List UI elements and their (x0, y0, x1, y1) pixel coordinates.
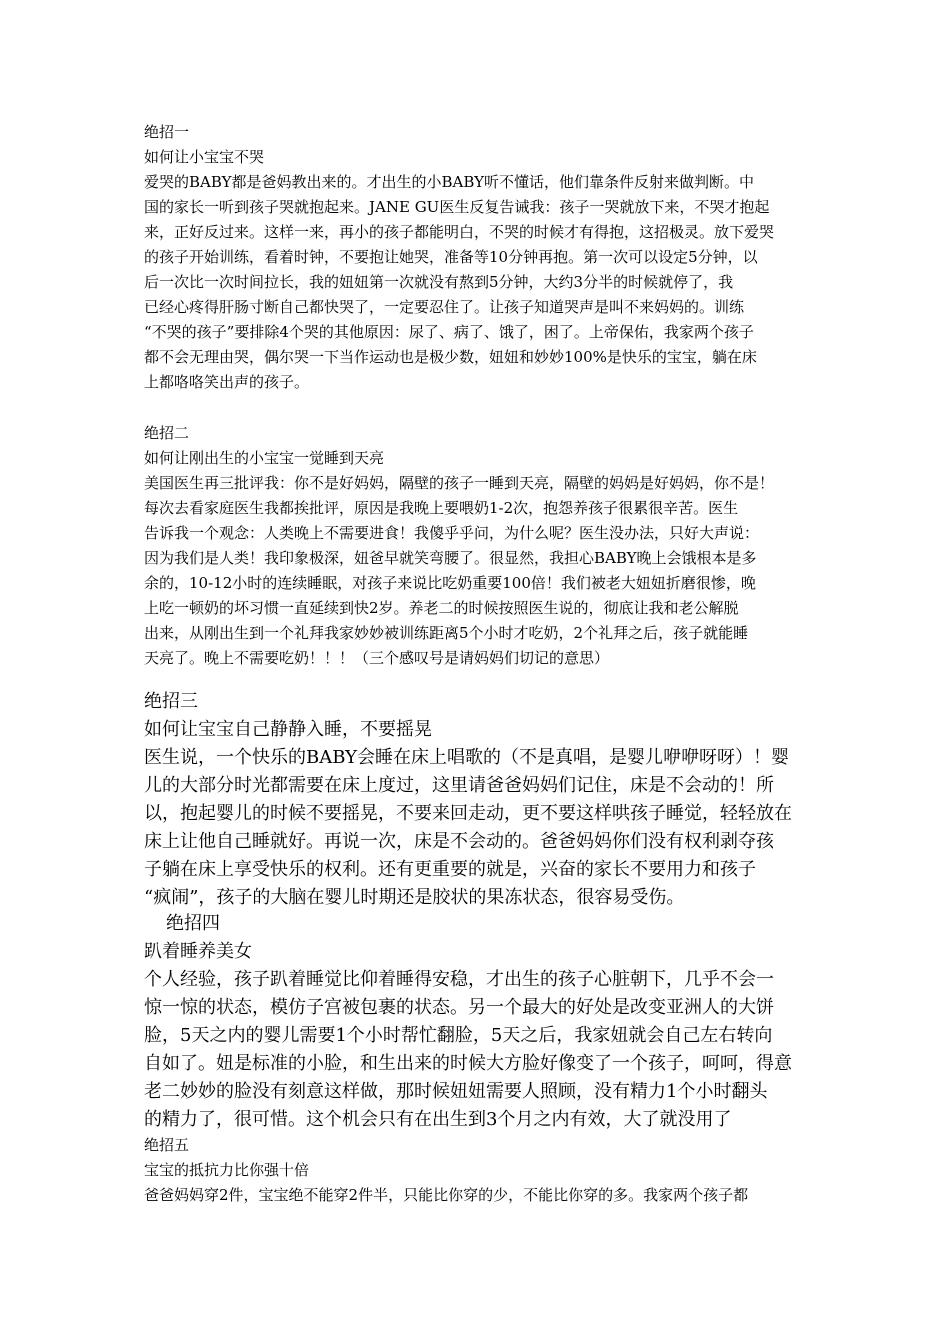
body-line: 老二妙妙的脸没有刻意这样做，那时候妞妞需要人照顾，没有精力1个小时翻头 (144, 1081, 768, 1102)
body-line: 医生说，一个快乐的BABY会睡在床上唱歌的（不是真唱，是婴儿咿咿呀呀）！婴 (144, 747, 790, 768)
section-heading: 绝招三 (144, 691, 198, 712)
body-line: 床上让他自己睡就好。再说一次，床是不会动的。爸爸妈妈你们没有权利剥夺孩 (144, 831, 774, 852)
section-heading: 绝招四 (166, 913, 220, 934)
body-line: 以，抱起婴儿的时候不要摇晃，不要来回走动，更不要这样哄孩子睡觉，轻轻放在 (144, 803, 792, 824)
body-line: 国的家长一听到孩子哭就抱起来。JANE GU医生反复告诫我：孩子一哭就放下来，不哭才抱起 (144, 198, 770, 216)
body-line: 上吃一顿奶的坏习惯一直延续到快2岁。养老二的时候按照医生说的，彻底让我和老公解脱 (144, 599, 739, 617)
body-line: 个人经验，孩子趴着睡觉比仰着睡得安稳，才出生的孩子心脏朝下，几乎不会一 (144, 969, 774, 990)
body-line: 的精力了，很可惜。这个机会只有在出生到3个月之内有效，大了就没用了 (144, 1109, 732, 1130)
body-line: 每次去看家庭医生我都挨批评，原因是我晚上要喂奶1-2次，抱怨养孩子很累很辛苦。医生 (144, 499, 739, 517)
section-heading: 绝招五 (144, 1136, 190, 1154)
body-line: 来，正好反过来。这样一来，再小的孩子都能明白，不哭的时候才有得抱，这招极灵。放下爱哭 (144, 223, 775, 241)
body-line: 的孩子开始训练，看着时钟，不要抱让她哭，准备等10分钟再抱。第一次可以设定5分钟，以 (144, 248, 758, 266)
body-line: 惊一惊的状态，模仿子宫被包裹的状态。另一个最大的好处是改变亚洲人的大饼 (144, 997, 774, 1018)
body-line: 已经心疼得肝肠寸断自己都快哭了，一定要忍住了。让孩子知道哭声是叫不来妈妈的。训练 (144, 298, 745, 316)
body-line: 都不会无理由哭，偶尔哭一下当作运动也是极少数，妞妞和妙妙100%是快乐的宝宝，躺在床 (144, 348, 757, 366)
section-1 (144, 120, 830, 395)
section-heading: 绝招一 (144, 123, 190, 141)
section-subheading: 如何让宝宝自己静静入睡，不要摇晃 (144, 719, 432, 740)
body-line: 美国医生再三批评我：你不是好妈妈，隔壁的孩子一睡到天亮，隔壁的妈妈是好妈妈，你不是！ (144, 474, 775, 492)
section-subheading: 宝宝的抵抗力比你强十倍 (144, 1161, 310, 1179)
body-line: “不哭的孩子”要排除4个哭的其他原因：尿了、病了、饿了，困了。上帝保佑，我家两个孩子 (144, 323, 754, 341)
body-line: 出来，从刚出生到一个礼拜我家妙妙被训练距离5个小时才吃奶，2个礼拜之后，孩子就能睡 (144, 624, 749, 642)
body-line: 自如了。妞是标准的小脸，和生出来的时候大方脸好像变了一个孩子，呵呵，得意 (144, 1053, 792, 1074)
body-line: 后一次比一次时间拉长，我的妞妞第一次就没有熬到5分钟，大约3分半的时候就停了，我 (144, 273, 734, 291)
body-line: 子躺在床上享受快乐的权利。还有更重要的就是，兴奋的家长不要用力和孩子 (144, 859, 756, 880)
body-line: 上都咯咯笑出声的孩子。 (144, 373, 310, 391)
body-line: 爸爸妈妈穿2件，宝宝绝不能穿2件半，只能比你穿的少，不能比你穿的多。我家两个孩子都 (144, 1186, 749, 1204)
body-line: 爱哭的BABY都是爸妈教出来的。才出生的小BABY听不懂话，他们靠条件反射来做判断。中 (144, 173, 755, 191)
section-heading: 绝招二 (144, 424, 190, 442)
body-line: 因为我们是人类！我印象极深，妞爸早就笑弯腰了。很显然，我担心BABY晚上会饿根本是多 (144, 549, 757, 567)
body-line: 儿的大部分时光都需要在床上度过，这里请爸爸妈妈们记住，床是不会动的！所 (144, 775, 774, 796)
section-3 (144, 688, 830, 912)
section-subheading: 如何让刚出生的小宝宝一觉睡到天亮 (144, 449, 385, 467)
section-5 (144, 1133, 830, 1208)
section-2 (144, 421, 830, 671)
section-4 (144, 910, 830, 1134)
section-subheading: 趴着睡养美女 (144, 941, 252, 962)
body-line: 余的，10-12小时的连续睡眠，对孩子来说比吃奶重要100倍！我们被老大妞妞折磨很惨，晚 (144, 574, 756, 592)
body-line: 天亮了。晚上不需要吃奶！！！（三个感叹号是请妈妈们切记的意思） (144, 649, 610, 667)
section-subheading: 如何让小宝宝不哭 (144, 148, 265, 166)
body-line: “疯闹”，孩子的大脑在婴儿时期还是胶状的果冻状态，很容易受伤。 (144, 887, 685, 908)
body-line: 脸，5天之内的婴儿需要1个小时帮忙翻脸，5天之后，我家妞就会自己左右转向 (144, 1025, 773, 1046)
body-line: 告诉我一个观念：人类晚上不需要进食！我傻乎乎问，为什么呢？医生没办法，只好大声说： (144, 524, 760, 542)
